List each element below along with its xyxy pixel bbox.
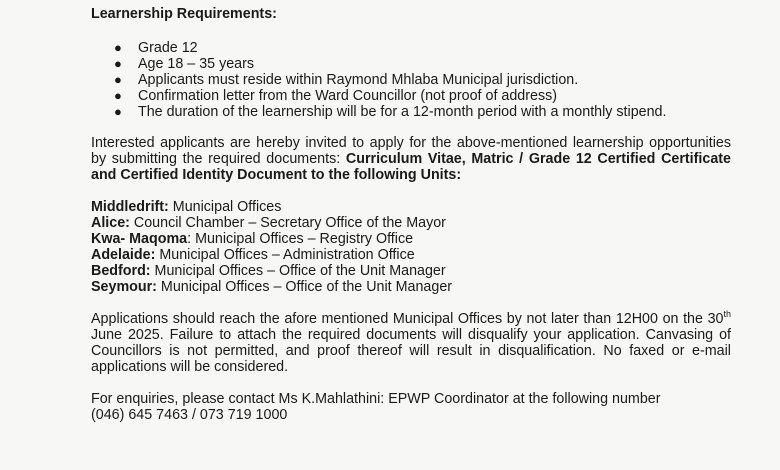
unit-row [91,231,731,247]
requirement-item: ● Confirmation letter from the Ward Councillor (not proof of address) [114,88,558,104]
invitation-paragraph [91,135,731,183]
unit-row [91,199,731,215]
bullet-icon: ● [114,72,122,87]
requirements-heading: Learnership Requirements: [91,6,277,22]
unit-office: Municipal Offices [168,199,282,215]
requirement-item: ● The duration of the learnership will be for a 12-month period with a monthly stipend. [114,104,667,120]
unit-name: Seymour: [91,279,157,295]
requirement-item: ● Grade 12 [114,40,198,56]
unit-office: Council Chamber – Secretary Office of the Mayor [129,215,446,231]
notice-body [91,6,731,423]
unit-office: Municipal Offices – Office of the Unit Manager [150,263,446,279]
bullet-icon: ● [114,88,122,103]
required-documents: Curriculum Vitae, Matric / Grade 12 Certified Certificate and Certified Identity Document to the following Units: [91,151,731,183]
unit-row [91,279,731,295]
unit-office: Municipal Offices – Office of the Unit Manager [156,279,453,295]
requirement-item: ● Age 18 – 35 years [114,56,255,72]
unit-row [91,263,731,279]
deadline-paragraph: Applications should reach the afore mentioned Municipal Offices by not later than 12H00 on the 30th June 2025. Failure to attach the required documents will disqualify your application. Canvasing of Councillors is not permitted, and proof thereof will result in disqualification. No faxed or e-mail applications will be considered. [91,309,731,375]
unit-row [91,215,731,231]
contact-numbers: (046) 645 7463 / 073 719 1000 [91,407,288,423]
unit-name: Middledrift: [91,199,169,215]
invitation-text: Interested applicants are hereby invited to apply for the above-mentioned learnership opportunities by submitting the required documents: [91,135,731,167]
unit-name: Adelaide: [91,247,156,263]
enquiries-line: For enquiries, please contact Ms K.Mahlathini: EPWP Coordinator at the following number [91,391,661,407]
unit-list [91,199,731,295]
bullet-icon: ● [114,40,122,55]
unit-name: Kwa- Maqoma [91,231,188,247]
bullet-icon: ● [114,104,122,119]
unit-name: Bedford: [91,263,151,279]
unit-office: Municipal Offices – Administration Office [155,247,415,263]
unit-row [91,247,731,263]
requirements-list [91,40,731,120]
requirement-item: ● Applicants must reside within Raymond Mhlaba Municipal jurisdiction. [114,72,579,88]
unit-name: Alice: [91,215,130,231]
unit-office: : Municipal Offices – Registry Office [187,231,414,247]
bullet-icon: ● [114,56,122,71]
